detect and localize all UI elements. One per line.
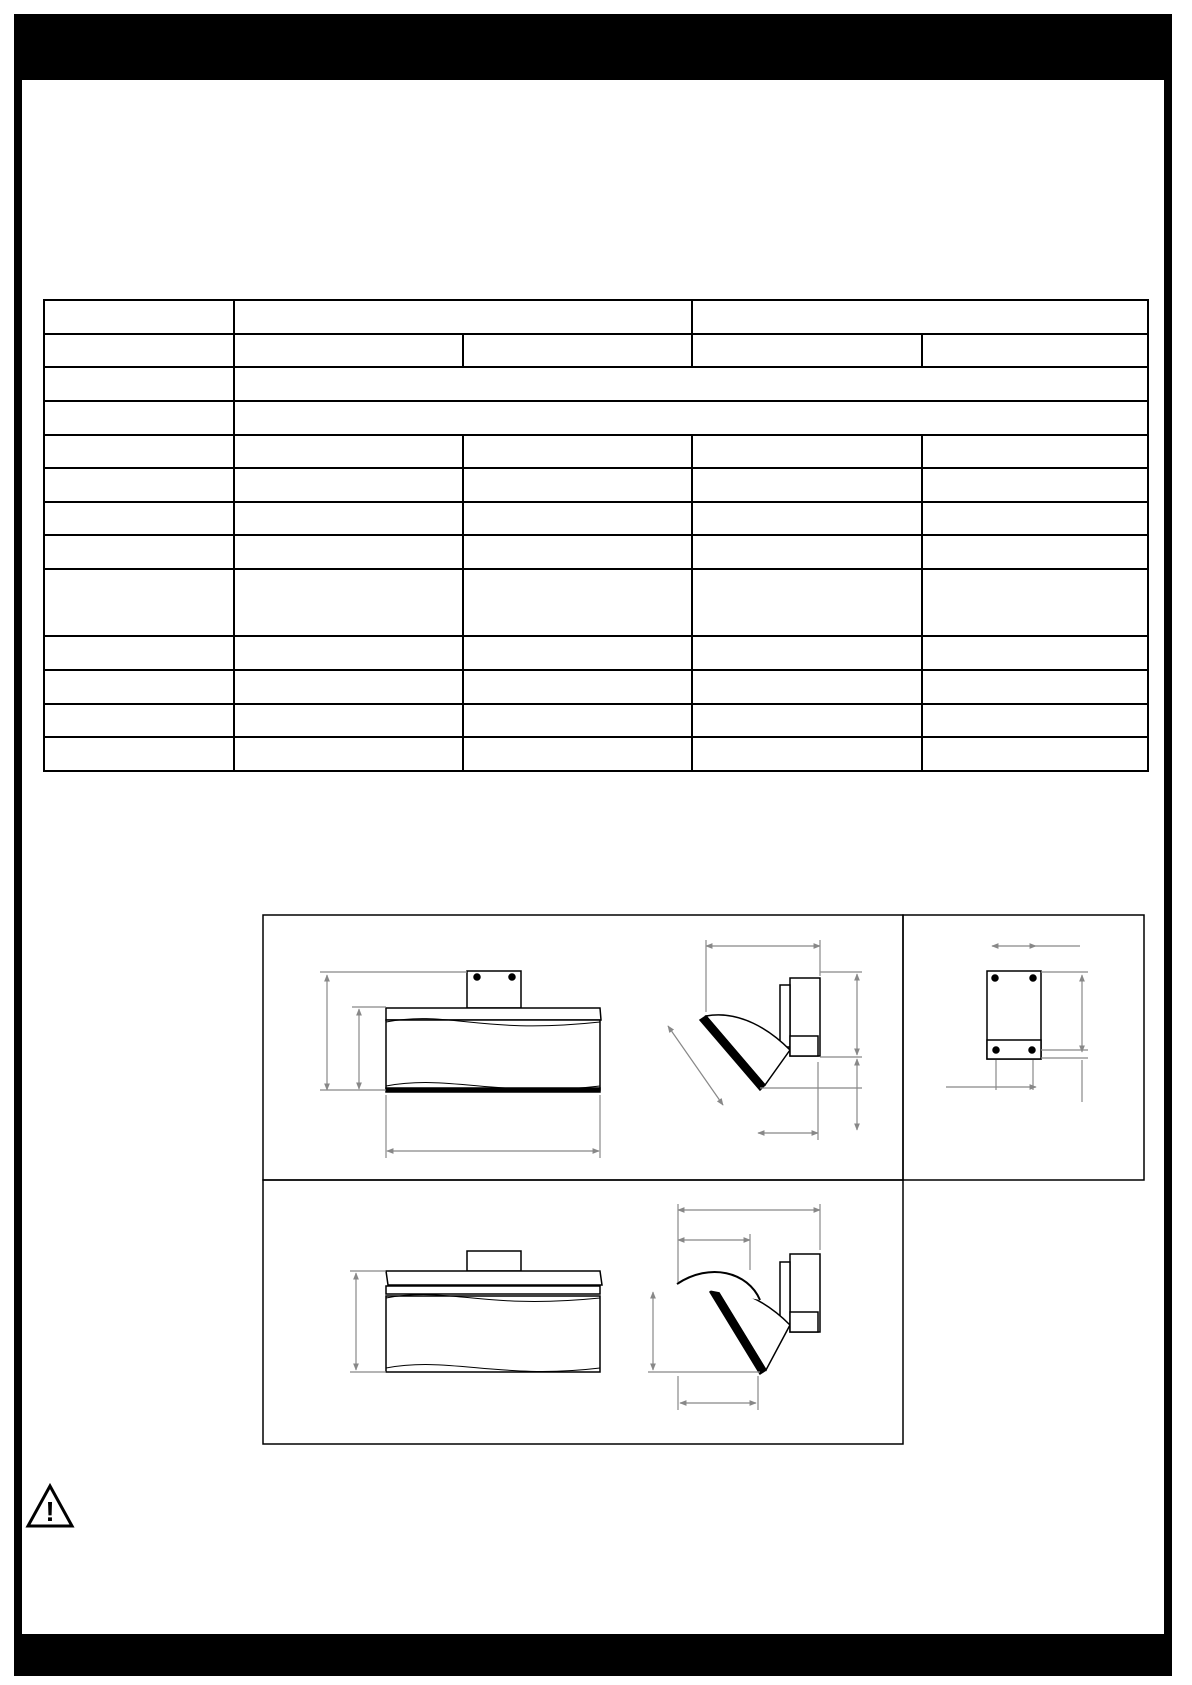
heater-front-view-ceiling [386,1251,602,1372]
bracket-view [987,971,1041,1059]
heater-front-view [386,971,601,1092]
warning-glyph: ! [45,1496,55,1527]
heater-side-tilted-view-ceiling [677,1254,820,1374]
heater-side-tilted-view [700,978,820,1090]
dimension-lines-ceiling-front [350,1271,386,1372]
warning-triangle-icon [25,1483,75,1529]
footer-mark [1060,1674,1180,1685]
